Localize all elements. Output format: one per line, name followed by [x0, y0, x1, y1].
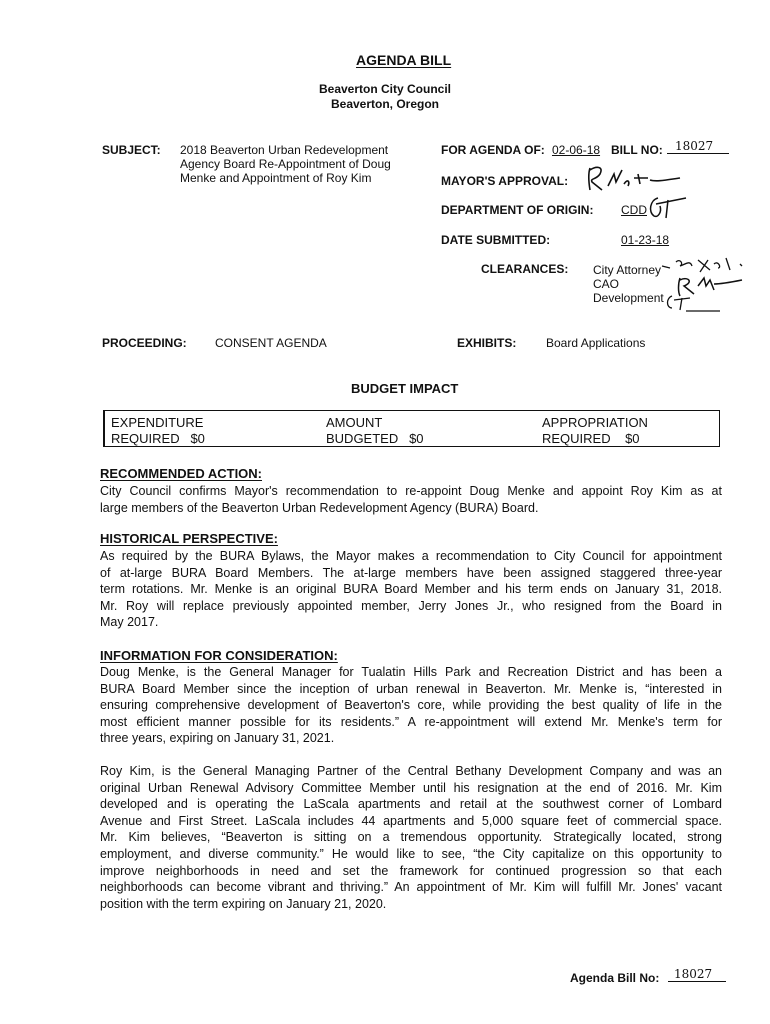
- recommended-action-heading: RECOMMENDED ACTION:: [100, 466, 263, 481]
- text-line: May 2017.: [100, 615, 159, 630]
- text-line: As required by the BURA Bylaws, the Mayor makes a recommendation to City Council for appointment: [100, 549, 722, 563]
- amount-budgeted: BUDGETED $0: [326, 430, 424, 446]
- clearance-signatures: [650, 250, 760, 312]
- council-name: Beaverton City Council: [318, 82, 452, 96]
- text-line: ensuring comprehensive development of Beaverton's core, while providing the best quality of life in the: [100, 698, 722, 713]
- text-line: improve neighborhoods in need and set the framework for continued progression so that each: [100, 863, 722, 878]
- proceeding-value: CONSENT AGENDA: [215, 336, 327, 350]
- clearance-development: Development: [593, 291, 664, 305]
- clearance-city-attorney: City Attorney: [593, 263, 662, 277]
- for-agenda-value: 02-06-18: [552, 143, 601, 157]
- text-line: Doug Menke, is the General Manager for Tualatin Hills Park and Recreation District and has been a: [100, 665, 722, 679]
- information-paragraph-1: [100, 664, 722, 747]
- date-submitted-label: DATE SUBMITTED:: [441, 233, 551, 247]
- exhibits-value: Board Applications: [546, 336, 646, 350]
- text-line: three years, expiring on January 31, 2021.: [100, 731, 335, 746]
- subject-line-3: Menke and Appointment of Roy Kim: [180, 171, 372, 185]
- text-line: term rotations. Mr. Menke is an original BURA Board Member and his term ends on January 31, 2018.: [100, 582, 722, 597]
- clearance-cao: CAO: [593, 277, 620, 291]
- text-line: of at-large BURA Board Members. The at-large members have been assigned staggered three-year: [100, 565, 722, 580]
- text-line: Mr. Kim believes, “Beaverton is sitting on a tremendous opportunity. Strategically located, strong: [100, 830, 722, 845]
- text-line: original Urban Renewal Advisory Committee Member until his resignation at the end of 2016. Mr. Kim: [100, 780, 722, 795]
- expenditure-label: EXPENDITURE: [111, 415, 204, 430]
- text-line: Mr. Roy will replace previously appointed member, Jerry Jones Jr., who resigned from the Board in: [100, 598, 722, 613]
- text-line: large members of the Beaverton Urban Redevelopment Agency (BURA) Board.: [100, 500, 539, 515]
- appropriation-required: REQUIRED $0: [542, 430, 640, 446]
- subject-line-1: 2018 Beaverton Urban Redevelopment: [180, 143, 389, 157]
- text-line: neighborhoods can become vibrant and thriving.” An appointment of Mr. Kim will fulfill Mr. Jones' vacant: [100, 880, 722, 895]
- text-line: employment, and diverse community.” He would like to see, “the City capitalize on this opportunity to: [100, 846, 722, 861]
- dept-origin-value: CDD: [621, 203, 647, 217]
- text-line: City Council confirms Mayor's recommendation to re-appoint Doug Menke and appoint Roy Kim as at: [100, 484, 722, 498]
- text-line: Roy Kim, is the General Managing Partner of the Central Bethany Development Company and was an: [100, 764, 722, 778]
- bill-no-value: 18027: [667, 139, 729, 154]
- mayor-signature: [584, 160, 684, 194]
- information-heading: INFORMATION FOR CONSIDERATION:: [100, 648, 338, 663]
- for-agenda-label: FOR AGENDA OF:: [441, 143, 545, 157]
- text-line: BURA Board Member since the inception of urban renewal in Beaverton. Mr. Menke is, “interested in: [100, 681, 722, 696]
- bill-no-label: BILL NO:: [611, 143, 663, 157]
- mayors-approval-label: MAYOR'S APPROVAL:: [441, 174, 569, 188]
- expenditure-required: REQUIRED $0: [111, 430, 205, 446]
- text-line: developed and is operating the LaScala apartments and retail at the southwest corner of Lombard: [100, 797, 722, 812]
- text-line: Avenue and First Street. LaScala includes 44 apartments and 5,000 square feet of commercial space.: [100, 813, 722, 828]
- date-submitted-value: 01-23-18: [621, 233, 670, 247]
- historical-perspective-heading: HISTORICAL PERSPECTIVE:: [100, 531, 278, 546]
- information-paragraph-2: [100, 763, 722, 912]
- dept-initials: [646, 192, 694, 222]
- text-line: position with the term expiring on January 21, 2020.: [100, 896, 387, 911]
- dept-origin-label: DEPARTMENT OF ORIGIN:: [441, 203, 594, 217]
- proceeding-label: PROCEEDING:: [102, 336, 187, 350]
- amount-label: AMOUNT: [326, 415, 383, 430]
- budget-impact-table: [103, 410, 720, 447]
- page-title: AGENDA BILL: [356, 52, 452, 68]
- historical-perspective-text: [100, 548, 722, 631]
- subject-label: SUBJECT:: [102, 143, 161, 157]
- footer-agenda-bill-value: 18027: [668, 967, 726, 982]
- appropriation-label: APPROPRIATION: [542, 415, 648, 430]
- city-name: Beaverton, Oregon: [330, 97, 440, 111]
- exhibits-label: EXHIBITS:: [457, 336, 517, 350]
- budget-impact-heading: BUDGET IMPACT: [351, 381, 459, 396]
- text-line: most efficient manner possible for its residents.” A re-appointment will extend Mr. Menke's term for: [100, 714, 722, 729]
- clearances-label: CLEARANCES:: [481, 262, 569, 276]
- recommended-action-text: [100, 483, 722, 516]
- subject-line-2: Agency Board Re-Appointment of Doug: [180, 157, 391, 171]
- footer-agenda-bill-label: Agenda Bill No:: [570, 971, 660, 985]
